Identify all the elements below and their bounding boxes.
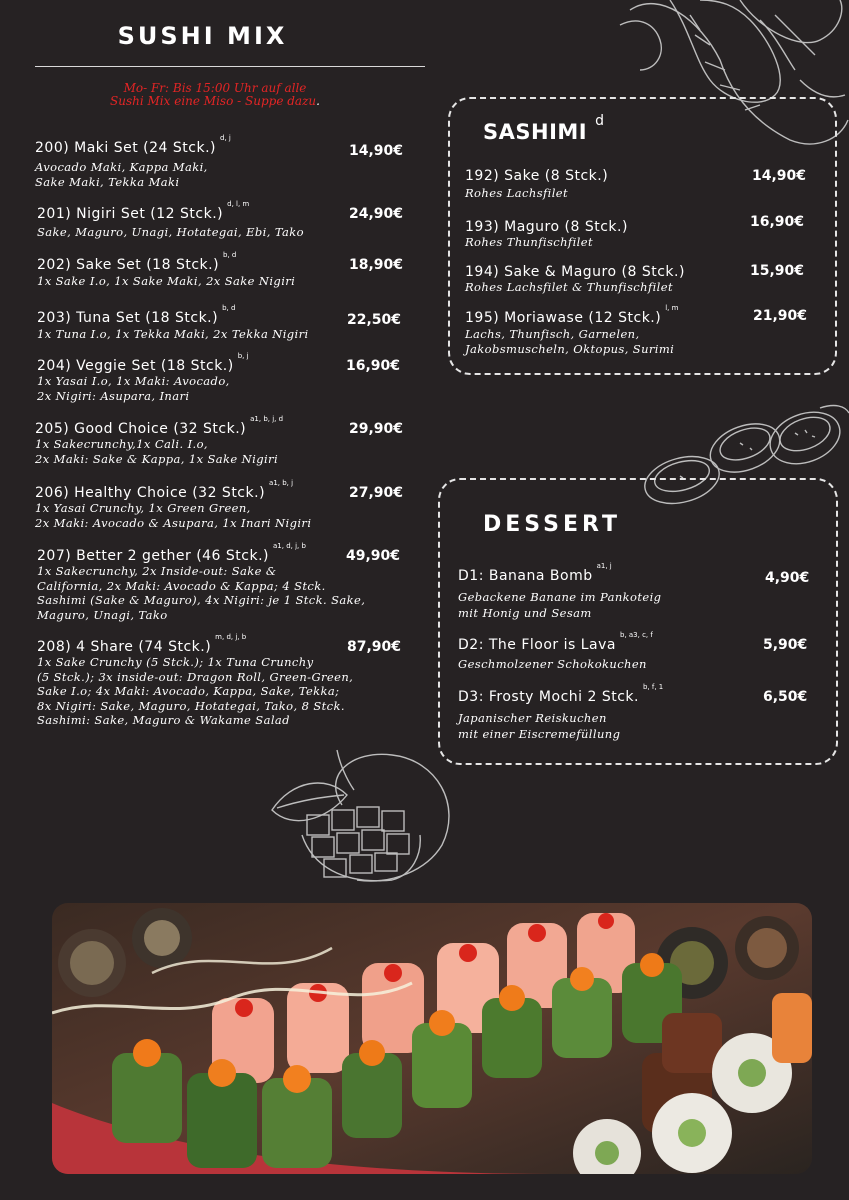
allergen-codes: l, m bbox=[665, 304, 679, 312]
item-name bbox=[37, 633, 353, 655]
item-price: 15,90€ bbox=[750, 263, 805, 279]
item-desc-line: Rohes Thunfischfilet bbox=[465, 235, 593, 249]
promo-note bbox=[40, 82, 390, 108]
item-name-text: 205) Good Choice (32 Stck.) bbox=[35, 421, 247, 437]
item-desc-line: Sake, Maguro, Unagi, Hotategai, Ebi, Tako bbox=[37, 225, 304, 239]
item-desc-line: Rohes Lachsfilet & Thunfischfilet bbox=[465, 280, 673, 294]
item-desc-line: mit Honig und Sesam bbox=[458, 606, 592, 620]
allergen-codes: b, d bbox=[222, 304, 236, 312]
promo-line-1: Mo- Fr: Bis 15:00 Uhr auf alle bbox=[123, 81, 307, 95]
sashimi-item-193 bbox=[465, 219, 628, 250]
item-desc-line: mit einer Eiscremefüllung bbox=[458, 727, 621, 741]
allergen-codes: a1, b, j bbox=[269, 479, 294, 487]
item-name-text: 200) Maki Set (24 Stck.) bbox=[35, 140, 216, 156]
item-name: 192) Sake (8 Stck.) bbox=[465, 168, 609, 184]
item-desc-line: Geschmolzener Schokokuchen bbox=[458, 657, 647, 671]
item-name bbox=[37, 251, 295, 273]
page-title: SUSHI MIX bbox=[117, 22, 288, 50]
item-price: 22,50€ bbox=[347, 312, 402, 328]
item-price: 6,50€ bbox=[763, 689, 808, 705]
item-desc-line: Jakobsmuscheln, Oktopus, Surimi bbox=[465, 341, 675, 356]
item-price: 29,90€ bbox=[349, 421, 404, 437]
allergen-codes: d, l, m bbox=[227, 200, 250, 208]
item-desc-line: Japanischer Reiskuchen bbox=[458, 711, 607, 725]
item-desc-line: California, 2x Maki: Avocado & Kappa; 4 Stck. bbox=[37, 578, 326, 593]
item-desc-line: 2x Maki: Avocado & Asupara, 1x Inari Nigiri bbox=[35, 515, 312, 530]
item-desc-line: Avocado Maki, Kappa Maki, bbox=[35, 160, 208, 174]
item-name-text: 204) Veggie Set (18 Stck.) bbox=[37, 358, 234, 374]
title-divider bbox=[35, 66, 425, 67]
sushi-platter-photo bbox=[52, 903, 812, 1174]
item-desc-line: Sashimi (Sake & Maguro), 4x Nigiri: je 1 Stck. Sake, bbox=[37, 593, 366, 607]
sashimi-item-192 bbox=[465, 168, 608, 201]
menu-item-206 bbox=[35, 479, 312, 530]
item-price: 18,90€ bbox=[349, 257, 404, 273]
sashimi-item-194 bbox=[465, 264, 685, 295]
item-desc bbox=[35, 437, 283, 466]
sashimi-title bbox=[483, 113, 605, 144]
item-desc-line: Maguro, Unagi, Tako bbox=[37, 607, 168, 622]
item-name bbox=[458, 562, 661, 584]
allergen-codes: b, j bbox=[237, 352, 249, 360]
item-name-text: 202) Sake Set (18 Stck.) bbox=[37, 257, 220, 273]
menu-item-207 bbox=[37, 542, 366, 622]
item-name bbox=[35, 415, 284, 437]
promo-line-2-text: Sushi Mix eine Miso - Suppe dazu bbox=[110, 94, 317, 108]
allergen-codes: b, f, 1 bbox=[642, 683, 664, 691]
sashimi-title-allergen: d bbox=[595, 113, 605, 129]
mango-sketch-icon bbox=[262, 745, 462, 890]
item-price: 14,90€ bbox=[349, 143, 404, 159]
item-price: 5,90€ bbox=[763, 637, 808, 653]
item-name-text: 207) Better 2 gether (46 Stck.) bbox=[37, 548, 270, 564]
item-desc bbox=[465, 327, 678, 356]
item-name bbox=[37, 542, 365, 564]
item-desc-line: 1x Sake I.o, 1x Sake Maki, 2x Sake Nigiri bbox=[37, 274, 296, 288]
menu-item-201 bbox=[37, 200, 304, 240]
allergen-codes: b, d bbox=[223, 251, 237, 259]
item-desc-line: 8x Nigiri: Sake, Maguro, Hotategai, Tako, 8 Stck. bbox=[37, 698, 345, 713]
dessert-item-d2 bbox=[458, 631, 653, 672]
dessert-item-d1 bbox=[458, 562, 662, 621]
item-desc bbox=[37, 274, 295, 289]
item-desc-line: (5 Stck.); 3x inside-out: Dragon Roll, Green-Green, bbox=[37, 669, 354, 684]
item-name bbox=[35, 479, 311, 501]
item-name-text: 201) Nigiri Set (12 Stck.) bbox=[37, 206, 224, 222]
item-name-text: D2: The Floor is Lava bbox=[458, 637, 616, 653]
item-desc-line: 1x Yasai I.o, 1x Maki: Avocado, bbox=[37, 374, 230, 388]
item-name-text: 195) Moriawase (12 Stck.) bbox=[465, 310, 662, 326]
item-desc-line: 1x Sakecrunchy,1x Cali. I.o, bbox=[35, 437, 208, 451]
item-desc-line: Gebackene Banane im Pankoteig bbox=[458, 590, 662, 604]
item-price: 27,90€ bbox=[349, 485, 404, 501]
menu-item-204 bbox=[37, 352, 249, 403]
item-desc-line: Rohes Lachsfilet bbox=[465, 186, 569, 200]
item-desc bbox=[37, 655, 353, 728]
item-name bbox=[458, 631, 653, 653]
item-price: 16,90€ bbox=[750, 214, 805, 230]
item-price: 24,90€ bbox=[349, 206, 404, 222]
allergen-codes: a1, b, j, d bbox=[250, 415, 284, 423]
item-price: 49,90€ bbox=[346, 548, 401, 564]
menu-item-205 bbox=[35, 415, 284, 466]
item-name-text: D3: Frosty Mochi 2 Stck. bbox=[458, 689, 639, 705]
item-desc bbox=[37, 564, 365, 622]
item-desc bbox=[458, 710, 663, 742]
item-name-text: 208) 4 Share (74 Stck.) bbox=[37, 639, 212, 655]
item-name-text: 206) Healthy Choice (32 Stck.) bbox=[35, 485, 266, 501]
promo-dot: . bbox=[316, 94, 320, 108]
item-price: 16,90€ bbox=[346, 358, 401, 374]
sushi-platter-illustration bbox=[52, 903, 812, 1174]
dessert-title: DESSERT bbox=[483, 512, 621, 537]
item-desc-line: Sashimi: Sake, Maguro & Wakame Salad bbox=[37, 713, 290, 727]
item-desc bbox=[35, 160, 231, 189]
item-name: 193) Maguro (8 Stck.) bbox=[465, 219, 628, 235]
item-price: 14,90€ bbox=[752, 168, 807, 184]
item-desc-line: 1x Yasai Crunchy, 1x Green Green, bbox=[35, 501, 251, 515]
item-desc bbox=[37, 327, 309, 342]
allergen-codes: m, d, j, b bbox=[215, 633, 247, 641]
menu-item-202 bbox=[37, 251, 296, 289]
item-price: 4,90€ bbox=[765, 570, 810, 586]
item-desc bbox=[35, 501, 311, 530]
allergen-codes: d, j bbox=[220, 134, 231, 142]
dessert-item-d3 bbox=[458, 683, 664, 742]
item-desc bbox=[37, 225, 304, 240]
allergen-codes: a1, j bbox=[596, 562, 612, 570]
menu-item-200 bbox=[35, 134, 231, 189]
promo-line-2 bbox=[40, 95, 390, 108]
item-name bbox=[465, 304, 679, 326]
item-name bbox=[458, 683, 664, 705]
item-desc bbox=[37, 374, 249, 403]
menu-item-208 bbox=[37, 633, 354, 728]
item-desc-line: Lachs, Thunfisch, Garnelen, bbox=[465, 327, 640, 341]
sashimi-title-text: SASHIMI bbox=[483, 120, 588, 144]
item-desc-line: 1x Sakecrunchy, 2x Inside-out: Sake & bbox=[37, 564, 277, 578]
item-name: 194) Sake & Maguro (8 Stck.) bbox=[465, 264, 685, 280]
item-name bbox=[37, 200, 304, 222]
item-name-text: D1: Banana Bomb bbox=[458, 568, 593, 584]
item-name bbox=[37, 304, 309, 326]
item-name bbox=[35, 134, 231, 156]
item-desc bbox=[458, 589, 661, 621]
item-desc-line: 1x Sake Crunchy (5 Stck.); 1x Tuna Crunchy bbox=[37, 655, 314, 669]
item-desc-line: 2x Nigiri: Asupara, Inari bbox=[37, 388, 190, 403]
allergen-codes: b, a3, c, f bbox=[620, 631, 653, 639]
menu-item-203 bbox=[37, 304, 309, 342]
item-desc-line: Sake Maki, Tekka Maki bbox=[35, 174, 180, 189]
item-price: 21,90€ bbox=[753, 308, 808, 324]
item-desc-line: 1x Tuna I.o, 1x Tekka Maki, 2x Tekka Nigiri bbox=[37, 327, 309, 341]
sashimi-item-195 bbox=[465, 304, 679, 356]
item-desc-line: 2x Maki: Sake & Kappa, 1x Sake Nigiri bbox=[35, 451, 279, 466]
item-desc-line: Sake I.o; 4x Maki: Avocado, Kappa, Sake, Tekka; bbox=[37, 684, 340, 698]
item-name bbox=[37, 352, 249, 374]
allergen-codes: a1, d, j, b bbox=[273, 542, 306, 550]
item-name-text: 203) Tuna Set (18 Stck.) bbox=[37, 310, 219, 326]
item-price: 87,90€ bbox=[347, 639, 402, 655]
